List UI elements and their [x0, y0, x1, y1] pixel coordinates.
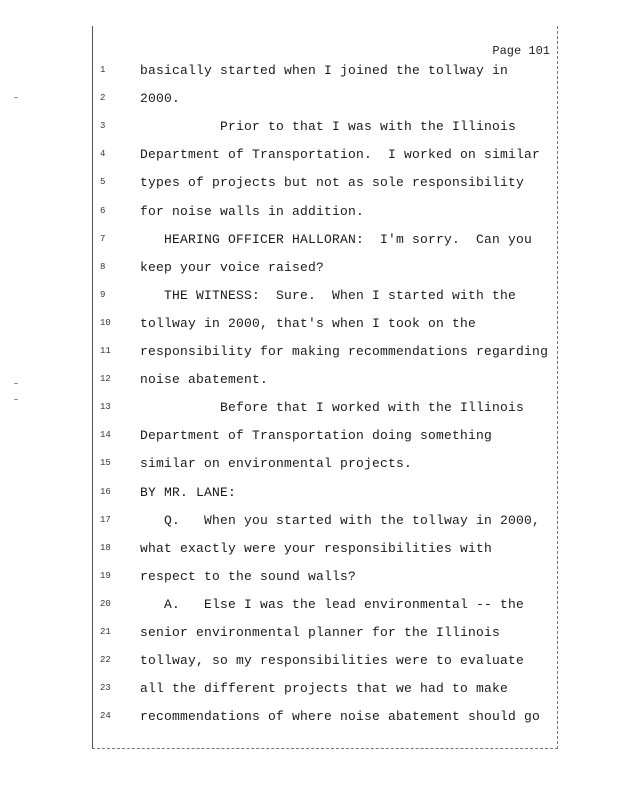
line-number: 9 — [100, 290, 106, 300]
line-number: 14 — [100, 430, 111, 440]
transcript-line: BY MR. LANE: — [140, 485, 237, 500]
line-number: 20 — [100, 599, 111, 609]
line-number: 22 — [100, 655, 111, 665]
line-number: 13 — [100, 402, 111, 412]
transcript-line: HEARING OFFICER HALLORAN: I'm sorry. Can you — [140, 232, 533, 247]
line-number: 23 — [100, 683, 111, 693]
line-number: 6 — [100, 206, 106, 216]
line-number: 11 — [100, 346, 111, 356]
transcript-line: senior environmental planner for the Illinois — [140, 625, 501, 640]
page-number: Page 101 — [492, 44, 550, 58]
transcript-line: THE WITNESS: Sure. When I started with the — [140, 288, 517, 303]
line-number: 12 — [100, 374, 111, 384]
transcript-line: basically started when I joined the tollway in — [140, 63, 509, 78]
transcript-line: respect to the sound walls? — [140, 569, 357, 584]
line-number: 16 — [100, 487, 111, 497]
line-number: 10 — [100, 318, 111, 328]
line-number: 18 — [100, 543, 111, 553]
line-number: 2 — [100, 93, 106, 103]
transcript-line: Department of Transportation. I worked on similar — [140, 147, 541, 162]
line-number: 4 — [100, 149, 106, 159]
scan-mark — [14, 399, 18, 400]
transcript-line: what exactly were your responsibilities with — [140, 541, 493, 556]
transcript-line: 2000. — [140, 91, 181, 106]
transcript-line: A. Else I was the lead environmental -- the — [140, 597, 525, 612]
scan-mark — [14, 97, 18, 98]
line-number: 5 — [100, 177, 106, 187]
transcript-line: noise abatement. — [140, 372, 269, 387]
transcript-line: responsibility for making recommendations regarding — [140, 344, 549, 359]
transcript-line: Prior to that I was with the Illinois — [140, 119, 517, 134]
line-number: 1 — [100, 65, 106, 75]
line-number: 17 — [100, 515, 111, 525]
transcript-line: recommendations of where noise abatement should go — [140, 709, 541, 724]
transcript-line: for noise walls in addition. — [140, 204, 365, 219]
line-number: 24 — [100, 711, 111, 721]
transcript-line: keep your voice raised? — [140, 260, 325, 275]
transcript-line: all the different projects that we had to make — [140, 681, 509, 696]
line-number: 7 — [100, 234, 106, 244]
transcript-line: Department of Transportation doing something — [140, 428, 493, 443]
line-number: 8 — [100, 262, 106, 272]
transcript-line: types of projects but not as sole responsibility — [140, 175, 525, 190]
transcript-line: tollway in 2000, that's when I took on the — [140, 316, 477, 331]
transcript-line: Before that I worked with the Illinois — [140, 400, 525, 415]
transcript-page-frame — [92, 26, 558, 749]
line-number: 3 — [100, 121, 106, 131]
line-number: 19 — [100, 571, 111, 581]
line-number: 15 — [100, 458, 111, 468]
line-number: 21 — [100, 627, 111, 637]
scan-mark — [14, 383, 18, 384]
transcript-line: Q. When you started with the tollway in 2000, — [140, 513, 541, 528]
transcript-line: tollway, so my responsibilities were to evaluate — [140, 653, 525, 668]
transcript-line: similar on environmental projects. — [140, 456, 413, 471]
